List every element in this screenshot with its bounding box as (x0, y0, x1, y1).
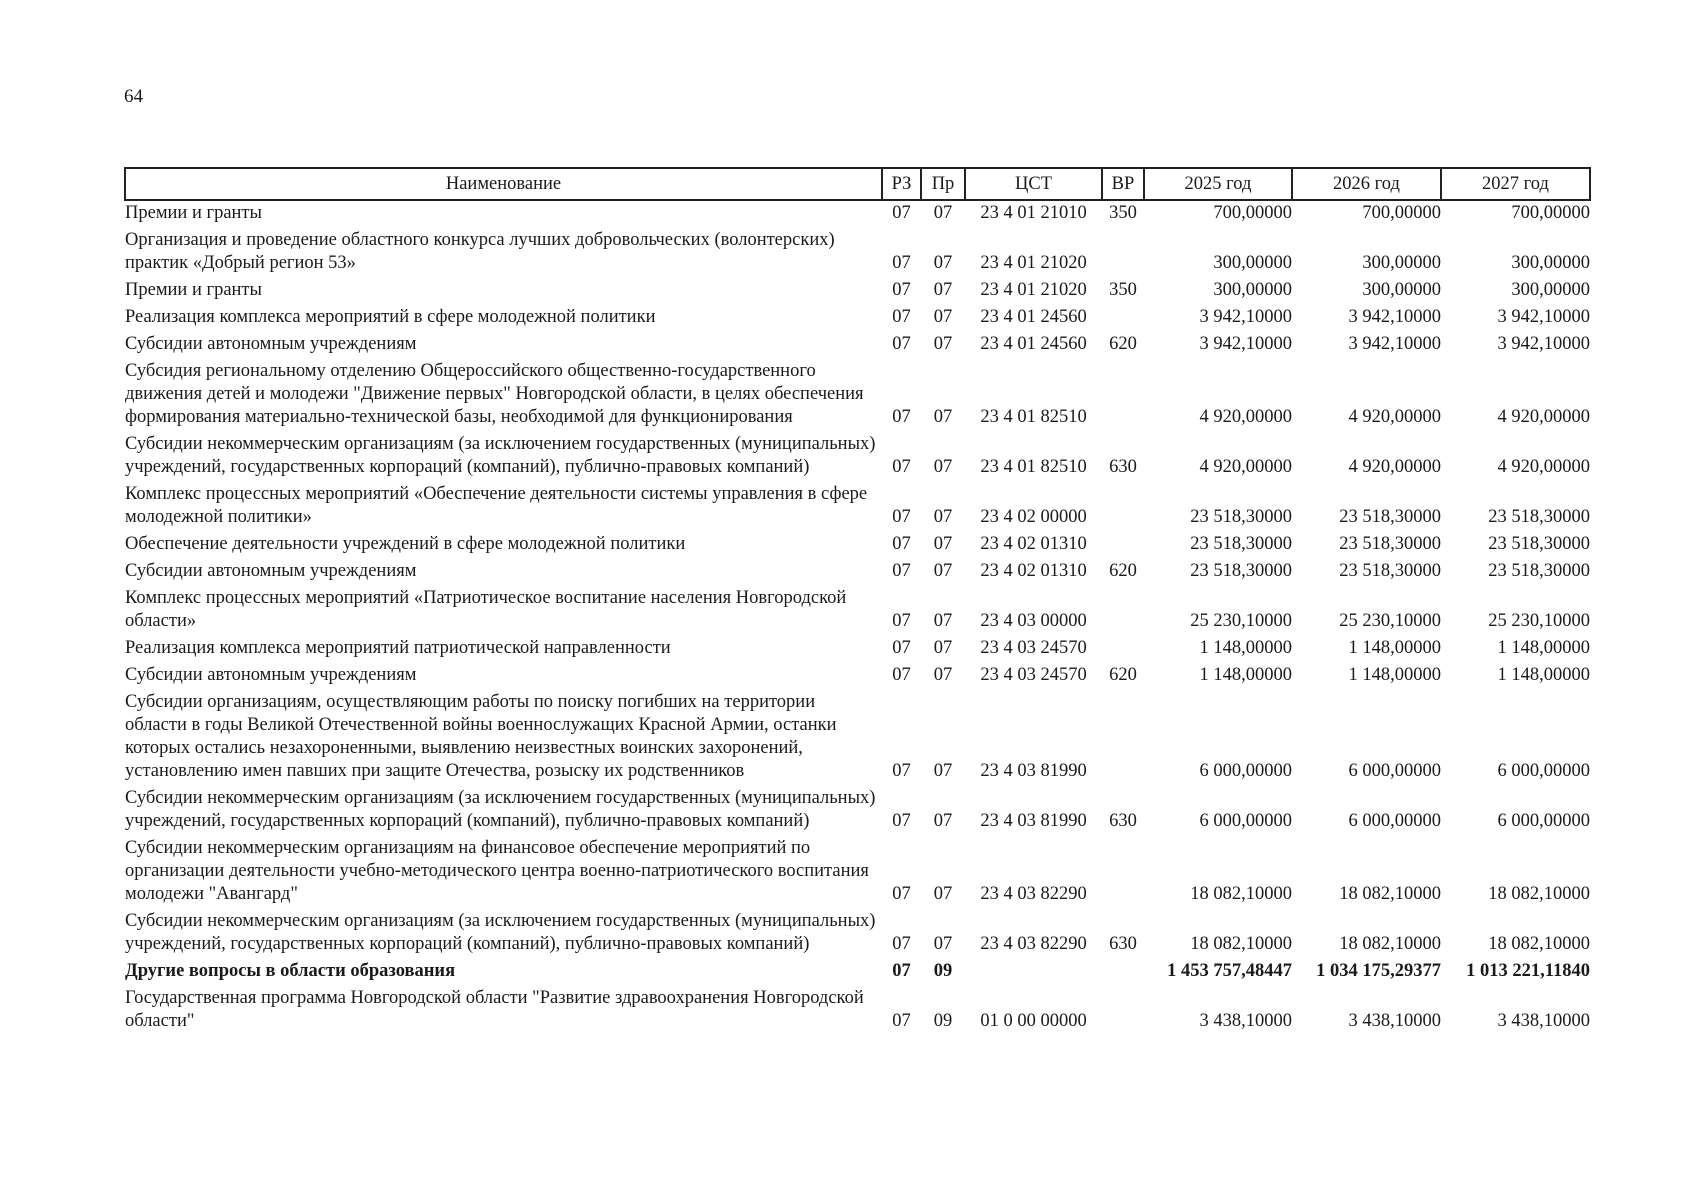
cell-2025: 3 438,10000 (1199, 1011, 1292, 1031)
cell-vr: 620 (1109, 665, 1137, 685)
cell-name: Реализация комплекса мероприятий в сфере молодежной политики (125, 307, 656, 327)
cell-2027: 1 148,00000 (1497, 638, 1590, 658)
cell-2025: 23 518,30000 (1190, 561, 1292, 581)
cell-rz: 07 (892, 307, 911, 327)
cell-2026: 4 920,00000 (1348, 457, 1441, 477)
cell-2027: 3 942,10000 (1497, 307, 1590, 327)
table-row (125, 332, 1590, 359)
cell-vr (1102, 305, 1144, 332)
cell-pr: 07 (933, 507, 953, 527)
cell-name: Субсидии некоммерческим организациям (за исключением государственных (муниципальных) учреждений, государственных корпораций (компаний), публично-правовых компаний) (125, 434, 876, 477)
cell-pr: 07 (933, 280, 953, 300)
table-row (125, 909, 1590, 959)
cell-2027: 300,00000 (1511, 253, 1590, 273)
cell-pr: 07 (933, 761, 953, 781)
table-row (125, 986, 1590, 1036)
cell-2025: 4 920,00000 (1199, 457, 1292, 477)
cell-cst: 23 4 03 82290 (980, 934, 1087, 954)
cell-2026: 23 518,30000 (1339, 507, 1441, 527)
table-row (125, 663, 1590, 690)
cell-vr: 620 (1109, 334, 1137, 354)
header-2026: 2026 год (1292, 168, 1441, 200)
table-row (125, 559, 1590, 586)
cell-2025: 3 942,10000 (1199, 334, 1292, 354)
cell-pr: 07 (933, 534, 953, 554)
cell-name: Организация и проведение областного конкурса лучших добровольческих (волонтерских) практик «Добрый регион 53» (125, 230, 835, 273)
cell-rz: 07 (892, 665, 911, 685)
cell-2027: 23 518,30000 (1488, 534, 1590, 554)
cell-rz: 07 (892, 1011, 911, 1031)
cell-vr: 620 (1109, 561, 1137, 581)
header-cst: ЦСТ (965, 168, 1102, 200)
cell-name: Субсидии автономным учреждениям (125, 334, 417, 354)
cell-2026: 1 148,00000 (1348, 638, 1441, 658)
cell-2027: 1 013 221,11840 (1466, 961, 1590, 981)
cell-2026: 23 518,30000 (1339, 534, 1441, 554)
cell-2026: 4 920,00000 (1348, 407, 1441, 427)
cell-pr: 09 (933, 1011, 953, 1031)
cell-cst: 23 4 02 01310 (980, 534, 1087, 554)
cell-name: Субсидии автономным учреждениям (125, 665, 417, 685)
cell-cst: 23 4 01 82510 (980, 457, 1087, 477)
cell-name: Другие вопросы в области образования (125, 961, 456, 981)
cell-cst (965, 959, 1102, 986)
cell-vr (1102, 359, 1144, 432)
cell-cst: 23 4 01 24560 (980, 334, 1087, 354)
cell-name: Премии и гранты (125, 280, 262, 300)
cell-rz: 07 (892, 761, 911, 781)
header-rz: РЗ (882, 168, 921, 200)
cell-2026: 300,00000 (1362, 253, 1441, 273)
cell-2027: 4 920,00000 (1497, 407, 1590, 427)
cell-vr (1102, 959, 1144, 986)
cell-2026: 1 148,00000 (1348, 665, 1441, 685)
cell-vr (1102, 532, 1144, 559)
cell-2027: 18 082,10000 (1488, 884, 1590, 904)
cell-rz: 07 (892, 611, 911, 631)
cell-pr: 09 (933, 961, 953, 981)
budget-table (124, 167, 1591, 1036)
cell-rz: 07 (892, 961, 911, 981)
cell-name: Субсидия региональному отделению Общероссийского общественно-государственного движения детей и молодежи "Движение первых" Новгородской области, в целях обеспечения формирования материально-технической базы, необходимой для функционирования (125, 361, 864, 427)
table-row (125, 690, 1590, 786)
cell-2025: 1 148,00000 (1199, 638, 1292, 658)
table-row (125, 278, 1590, 305)
cell-2026: 300,00000 (1362, 280, 1441, 300)
cell-rz: 07 (892, 203, 911, 223)
cell-2025: 6 000,00000 (1199, 761, 1292, 781)
cell-cst: 23 4 03 24570 (980, 638, 1087, 658)
cell-rz: 07 (892, 934, 911, 954)
cell-cst: 23 4 02 00000 (980, 507, 1087, 527)
cell-pr: 07 (933, 611, 953, 631)
page-number: 64 (124, 86, 143, 107)
cell-2025: 1 453 757,48447 (1167, 961, 1292, 981)
cell-rz: 07 (892, 457, 911, 477)
table-row (125, 482, 1590, 532)
cell-cst: 23 4 03 00000 (980, 611, 1087, 631)
cell-pr: 07 (933, 253, 953, 273)
table-row (125, 636, 1590, 663)
cell-2027: 6 000,00000 (1497, 761, 1590, 781)
cell-name: Субсидии автономным учреждениям (125, 561, 417, 581)
cell-pr: 07 (933, 407, 953, 427)
cell-cst: 23 4 03 82290 (980, 884, 1087, 904)
cell-pr: 07 (933, 811, 953, 831)
cell-vr: 630 (1109, 811, 1137, 831)
cell-2026: 700,00000 (1362, 203, 1441, 223)
cell-2026: 3 942,10000 (1348, 334, 1441, 354)
cell-2026: 1 034 175,29377 (1316, 961, 1441, 981)
cell-pr: 07 (933, 934, 953, 954)
table-row (125, 786, 1590, 836)
cell-vr (1102, 636, 1144, 663)
cell-pr: 07 (933, 665, 953, 685)
cell-vr: 350 (1109, 203, 1137, 223)
cell-rz: 07 (892, 534, 911, 554)
cell-vr (1102, 586, 1144, 636)
cell-vr: 630 (1109, 457, 1137, 477)
cell-rz: 07 (892, 638, 911, 658)
cell-vr (1102, 482, 1144, 532)
cell-name: Субсидии организациям, осуществляющим работы по поиску погибших на территории области в годы Великой Отечественной войны военнослужащих Красной Армии, останки которых остались незахороненными, выявлению неизвестных воинских захоронений, установлению имен павших при защите Отечества, розыску их родственников (125, 692, 837, 781)
table-row (125, 305, 1590, 332)
cell-2027: 4 920,00000 (1497, 457, 1590, 477)
cell-2027: 18 082,10000 (1488, 934, 1590, 954)
cell-name: Реализация комплекса мероприятий патриотической направленности (125, 638, 671, 658)
cell-pr: 07 (933, 561, 953, 581)
table-row (125, 359, 1590, 432)
cell-2026: 25 230,10000 (1339, 611, 1441, 631)
cell-2025: 18 082,10000 (1190, 934, 1292, 954)
cell-2025: 6 000,00000 (1199, 811, 1292, 831)
cell-2026: 3 438,10000 (1348, 1011, 1441, 1031)
cell-2027: 3 942,10000 (1497, 334, 1590, 354)
cell-name: Субсидии некоммерческим организациям на финансовое обеспечение мероприятий по организации деятельности учебно-методического центра военно-патриотического воспитания молодежи "Авангард" (125, 838, 869, 904)
cell-name: Обеспечение деятельности учреждений в сфере молодежной политики (125, 534, 686, 554)
cell-cst: 01 0 00 00000 (980, 1011, 1087, 1031)
cell-pr: 07 (933, 884, 953, 904)
cell-2025: 23 518,30000 (1190, 534, 1292, 554)
cell-pr: 07 (933, 203, 953, 223)
cell-vr (1102, 836, 1144, 909)
table-body (125, 200, 1590, 1036)
table-row (125, 836, 1590, 909)
cell-vr (1102, 986, 1144, 1036)
cell-name: Субсидии некоммерческим организациям (за исключением государственных (муниципальных) учреждений, государственных корпораций (компаний), публично-правовых компаний) (125, 911, 876, 954)
cell-cst: 23 4 01 21020 (980, 253, 1087, 273)
cell-cst: 23 4 01 21020 (980, 280, 1087, 300)
cell-2027: 23 518,30000 (1488, 507, 1590, 527)
cell-2025: 18 082,10000 (1190, 884, 1292, 904)
cell-2025: 1 148,00000 (1199, 665, 1292, 685)
cell-2025: 700,00000 (1213, 203, 1292, 223)
cell-2027: 3 438,10000 (1497, 1011, 1590, 1031)
table-row (125, 586, 1590, 636)
cell-2025: 300,00000 (1213, 253, 1292, 273)
cell-cst: 23 4 01 24560 (980, 307, 1087, 327)
cell-rz: 07 (892, 561, 911, 581)
cell-vr (1102, 690, 1144, 786)
table-row (125, 432, 1590, 482)
cell-2025: 23 518,30000 (1190, 507, 1292, 527)
cell-vr (1102, 228, 1144, 278)
table-row (125, 959, 1590, 986)
table-row (125, 200, 1590, 228)
cell-vr: 350 (1109, 280, 1137, 300)
cell-2025: 4 920,00000 (1199, 407, 1292, 427)
cell-pr: 07 (933, 334, 953, 354)
cell-name: Комплекс процессных мероприятий «Патриотическое воспитание населения Новгородской области» (125, 588, 847, 631)
cell-cst: 23 4 03 81990 (980, 761, 1087, 781)
cell-pr: 07 (933, 307, 953, 327)
cell-rz: 07 (892, 280, 911, 300)
cell-cst: 23 4 01 21010 (980, 203, 1087, 223)
cell-cst: 23 4 02 01310 (980, 561, 1087, 581)
cell-2026: 18 082,10000 (1339, 884, 1441, 904)
cell-pr: 07 (933, 457, 953, 477)
cell-2026: 3 942,10000 (1348, 307, 1441, 327)
cell-vr: 630 (1109, 934, 1137, 954)
table-header-row (125, 168, 1590, 200)
cell-2026: 6 000,00000 (1348, 811, 1441, 831)
cell-pr: 07 (933, 638, 953, 658)
cell-2026: 6 000,00000 (1348, 761, 1441, 781)
cell-2026: 23 518,30000 (1339, 561, 1441, 581)
header-name: Наименование (125, 168, 882, 200)
header-2027: 2027 год (1441, 168, 1590, 200)
cell-2025: 25 230,10000 (1190, 611, 1292, 631)
cell-name: Комплекс процессных мероприятий «Обеспечение деятельности системы управления в сфере молодежной политики» (125, 484, 868, 527)
cell-rz: 07 (892, 884, 911, 904)
cell-2025: 3 942,10000 (1199, 307, 1292, 327)
cell-name: Субсидии некоммерческим организациям (за исключением государственных (муниципальных) учреждений, государственных корпораций (компаний), публично-правовых компаний) (125, 788, 876, 831)
cell-rz: 07 (892, 253, 911, 273)
cell-rz: 07 (892, 507, 911, 527)
cell-rz: 07 (892, 407, 911, 427)
header-vr: ВР (1102, 168, 1144, 200)
cell-2027: 23 518,30000 (1488, 561, 1590, 581)
table-row (125, 228, 1590, 278)
cell-rz: 07 (892, 811, 911, 831)
cell-2027: 6 000,00000 (1497, 811, 1590, 831)
cell-2027: 700,00000 (1511, 203, 1590, 223)
cell-name: Государственная программа Новгородской области "Развитие здравоохранения Новгородской области" (125, 988, 864, 1031)
header-2025: 2025 год (1144, 168, 1292, 200)
header-pr: Пр (921, 168, 965, 200)
cell-2027: 25 230,10000 (1488, 611, 1590, 631)
cell-cst: 23 4 01 82510 (980, 407, 1087, 427)
cell-2027: 300,00000 (1511, 280, 1590, 300)
cell-2026: 18 082,10000 (1339, 934, 1441, 954)
table-row (125, 532, 1590, 559)
cell-name: Премии и гранты (125, 203, 262, 223)
cell-2025: 300,00000 (1213, 280, 1292, 300)
cell-cst: 23 4 03 81990 (980, 811, 1087, 831)
cell-2027: 1 148,00000 (1497, 665, 1590, 685)
cell-cst: 23 4 03 24570 (980, 665, 1087, 685)
cell-rz: 07 (892, 334, 911, 354)
